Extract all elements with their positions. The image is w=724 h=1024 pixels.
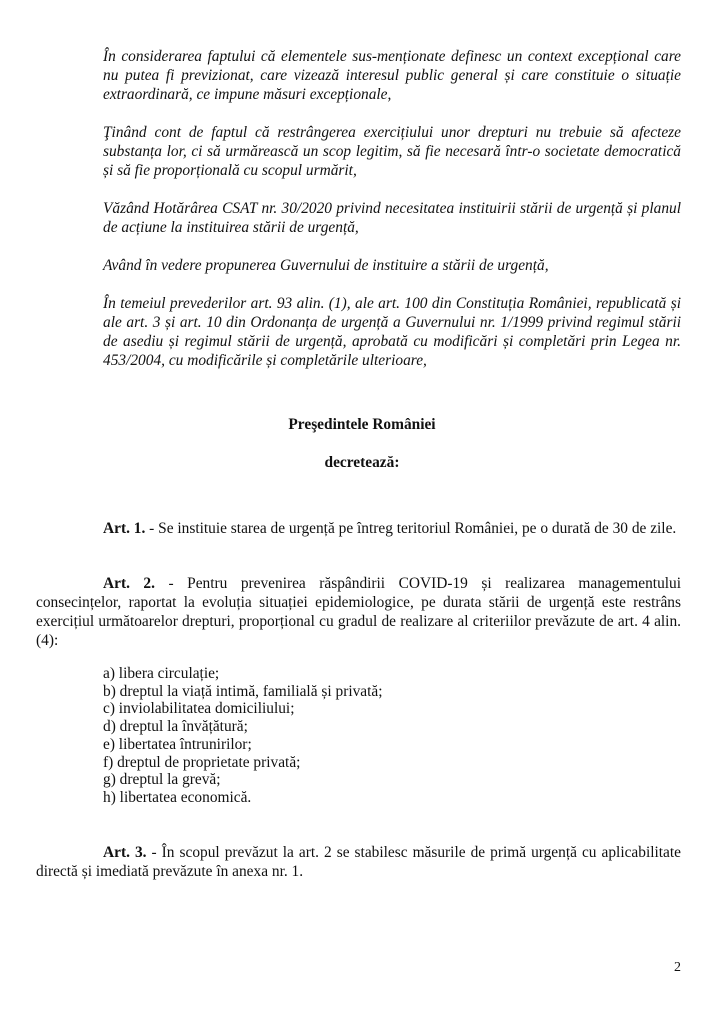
restricted-rights-list [103,665,383,807]
article-3-label: Art. 3. [103,844,147,861]
list-item: c) inviolabilitatea domiciliului; [103,700,295,718]
preamble-paragraph-3 [103,199,681,237]
list-item: g) dreptul la grevă; [103,771,221,789]
list-item: f) dreptul de proprietate privată; [103,753,301,771]
article-1-text: - Se instituie starea de urgență pe întreg teritoriul României, pe o durată de 30 de zile. [145,520,677,537]
preamble-text-4: Având în vedere propunerea Guvernului de instituire a stării de urgență, [103,257,549,274]
heading-title: Preşedintele României [288,416,436,433]
heading-decree-verb: decretează: [324,454,400,471]
preamble-text-1: În considerarea faptului că elementele sus-menționate definesc un context excepțional care nu putea fi previzionat, care vizează interesul public general și care constituie o situație extraordinară, ce impune măsuri excepționale, [103,48,681,103]
list-item: e) libertatea întrunirilor; [103,735,252,753]
article-2-text: - Pentru prevenirea răspândirii COVID-19 și realizarea managementului consecințelor, raportat la evoluția situației epidemiologice, pe durata stării de urgență este restrâns exercițiul următoarelor drepturi, proporțional cu gradul de realizare al criteriilor prevăzute de art. 4 alin. (4): [36,575,682,649]
list-item: d) dreptul la învățătură; [103,718,248,736]
list-item: a) libera circulație; [103,665,220,682]
article-2 [36,574,681,650]
article-1 [36,519,681,538]
article-3-text: - În scopul prevăzut la art. 2 se stabilesc măsurile de primă urgență cu aplicabilitate directă și imediată prevăzute în anexa nr. 1. [36,844,681,880]
preamble-text-5: În temeiul prevederilor art. 93 alin. (1), ale art. 100 din Constituția României, republicată și ale art. 3 și art. 10 din Ordonanța de urgență a Guvernului nr. 1/1999 privind regimul stării de asediu și regimul stării de urgență, aprobată cu modificări și completări prin Legea nr. 453/2004, cu modificările și completările ulterioare, [103,295,681,369]
preamble-paragraph-2 [103,123,681,180]
preamble-paragraph-1 [103,47,681,104]
list-item: b) dreptul la viață intimă, familială și privată; [103,682,383,700]
preamble-paragraph-5 [103,294,681,370]
list-item: h) libertatea economică. [103,788,252,806]
article-1-label: Art. 1. [103,520,146,537]
page-number: 2 [674,960,681,975]
preamble-paragraph-4 [103,256,681,275]
preamble-text-2: Ţinând cont de faptul că restrângerea exercițiului unor drepturi nu trebuie să afecteze substanța lor, ci să urmărească un scop legitim, să fie necesară într-o societate democratică și să fie proporțională cu scopul urmărit, [103,124,681,179]
article-2-label: Art. 2. [103,575,155,592]
preamble-text-3: Văzând Hotărârea CSAT nr. 30/2020 privind necesitatea instituirii stării de urgență și planul de acțiune la instituirea stării de urgență, [103,200,681,236]
article-3 [36,843,681,881]
